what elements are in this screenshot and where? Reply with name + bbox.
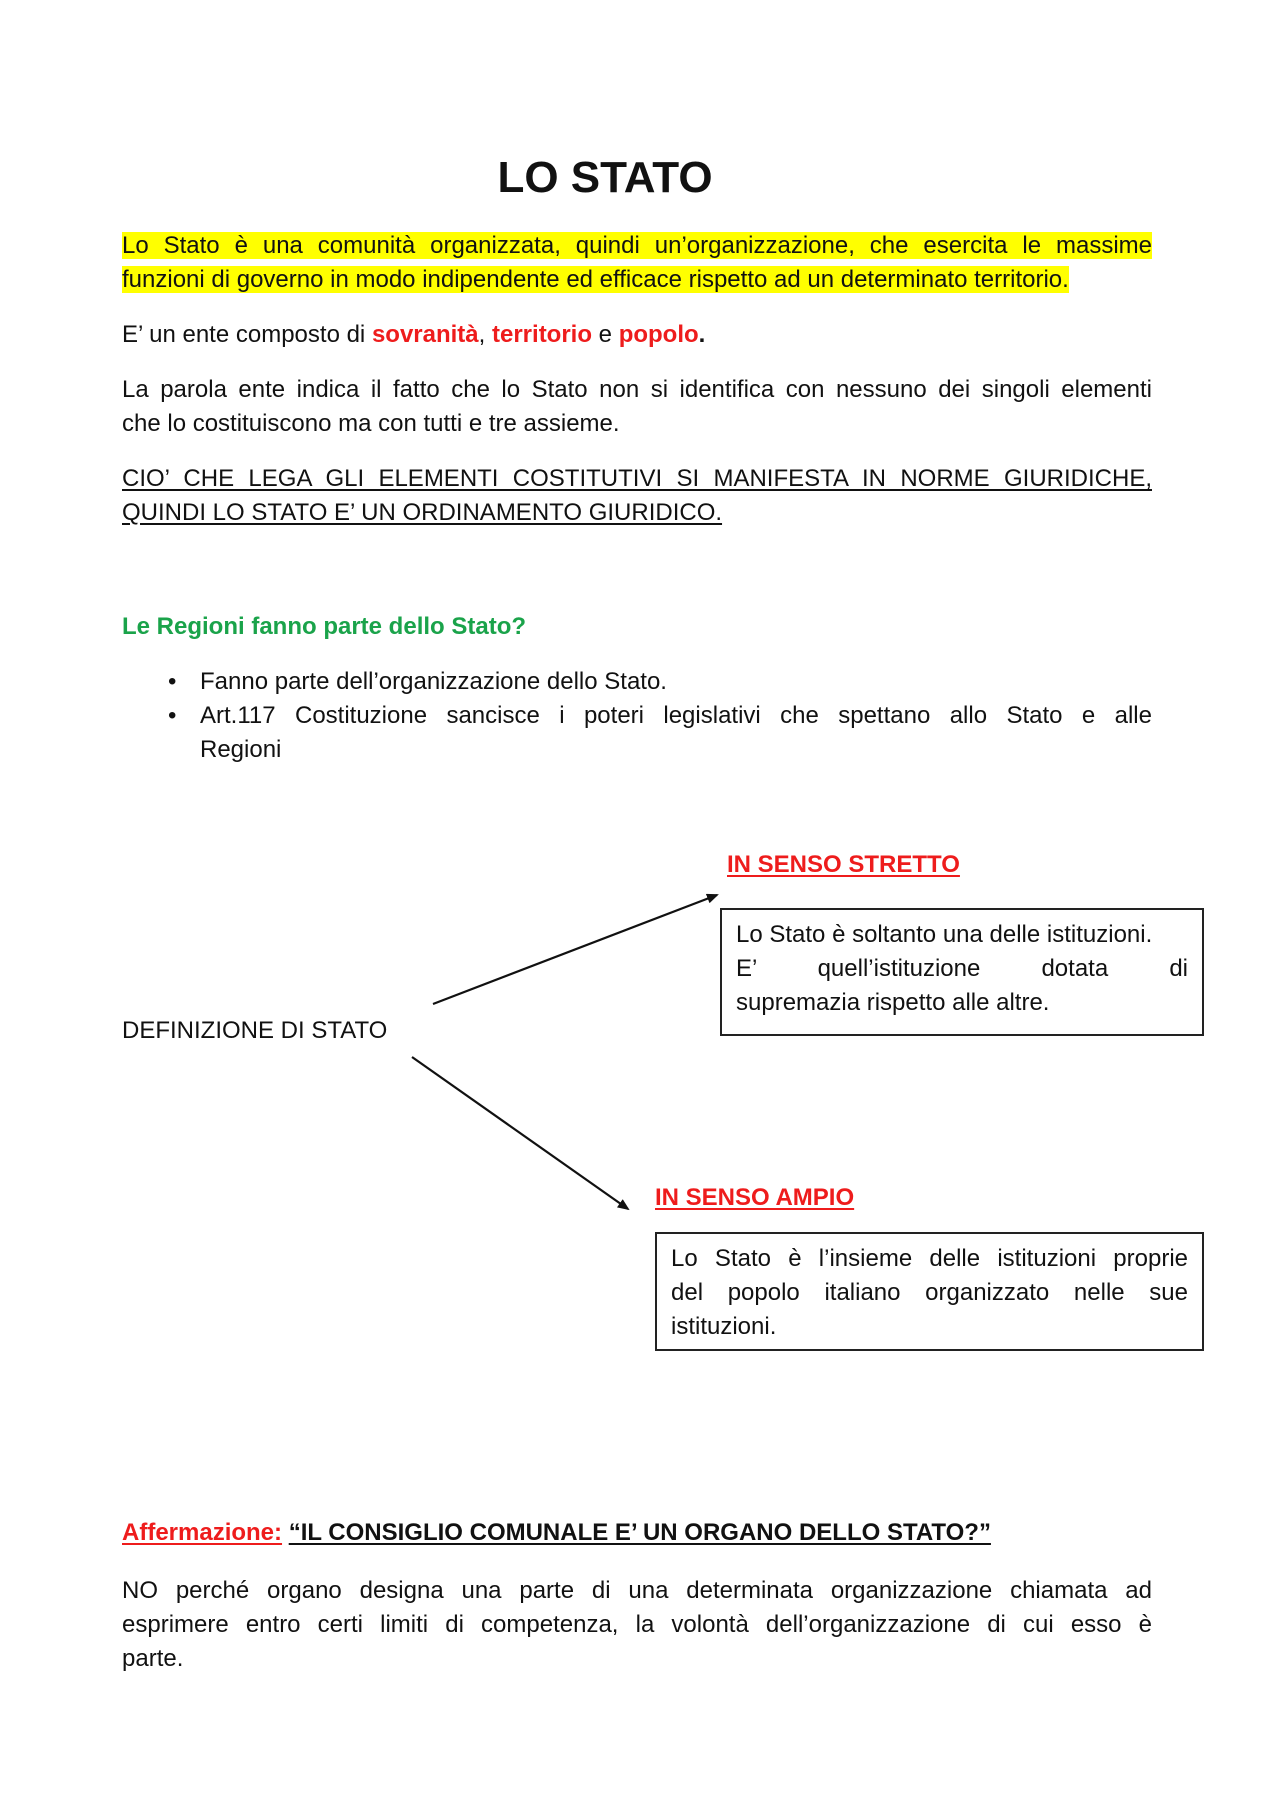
affermazione-heading (122, 1516, 1162, 1550)
stretto-box (720, 908, 1204, 1036)
ampio-line-3: istituzioni. (671, 1313, 777, 1340)
affermazione-label: Affermazione: (122, 1519, 283, 1546)
page-title: LO STATO (497, 153, 713, 202)
intro-highlight-1: Lo Stato è una comunità organizzata, quindi un’organizzazione, che esercita le massime (122, 232, 1152, 259)
arrow-to-stretto (433, 895, 717, 1004)
intro-highlight-2: funzioni di governo in modo indipendente ed efficace rispetto ad un determinato territorio. (122, 266, 1069, 293)
composition-and: e (592, 321, 619, 348)
ente-line-1: La parola ente indica il fatto che lo Stato non si identifica con nessuno dei singoli elementi (122, 376, 1152, 403)
ampio-box (655, 1232, 1204, 1351)
term-territorio: territorio (492, 321, 593, 348)
bullet-text-line-2: Regioni (200, 736, 282, 763)
ordinamento-line-1: CIO’ CHE LEGA GLI ELEMENTI COSTITUTIVI SI MANIFESTA IN NORME GIURIDICHE, (122, 465, 1152, 492)
stretto-line-2: E’ quell’istituzione dotata di (736, 955, 1188, 982)
stretto-line-3: supremazia rispetto alle altre. (736, 989, 1050, 1016)
ente-line-2: che lo costituiscono ma con tutti e tre assieme. (122, 410, 620, 437)
ampio-line-1: Lo Stato è l’insieme delle istituzioni proprie (671, 1245, 1188, 1272)
stretto-line-1: Lo Stato è soltanto una delle istituzioni. (736, 921, 1153, 948)
bullet-text: Fanno parte dell’organizzazione dello Stato. (200, 668, 667, 695)
term-popolo: popolo (618, 321, 699, 348)
composition-comma: , (478, 321, 492, 348)
ordinamento-line-2: QUINDI LO STATO E’ UN ORDINAMENTO GIURIDICO. (122, 499, 723, 526)
ampio-line-2: del popolo italiano organizzato nelle sue (671, 1279, 1188, 1306)
arrow-to-ampio (412, 1057, 628, 1209)
answer-line-1: NO perché organo designa una parte di una determinata organizzazione chiamata ad (122, 1577, 1152, 1604)
answer-line-2: esprimere entro certi limiti di competenza, la volontà dell’organizzazione di cui esso è (122, 1611, 1152, 1638)
answer-line-3: parte. (122, 1645, 184, 1672)
composition-period: . (698, 321, 706, 348)
definizione-label: DEFINIZIONE DI STATO (122, 1017, 388, 1044)
regioni-question: Le Regioni fanno parte dello Stato? (122, 613, 527, 640)
bullet-dot: • (168, 668, 177, 695)
term-sovranita: sovranità (371, 321, 479, 348)
stretto-heading: IN SENSO STRETTO (727, 851, 960, 878)
ampio-heading: IN SENSO AMPIO (655, 1184, 855, 1211)
bullet-text-line-1: Art.117 Costituzione sancisce i poteri legislativi che spettano allo Stato e alle (200, 702, 1152, 729)
composition-prefix: E’ un ente composto di (122, 321, 372, 348)
bullet-dot: • (168, 702, 177, 729)
affermazione-quote: “IL CONSIGLIO COMUNALE E’ UN ORGANO DELLO STATO?” (288, 1519, 991, 1546)
